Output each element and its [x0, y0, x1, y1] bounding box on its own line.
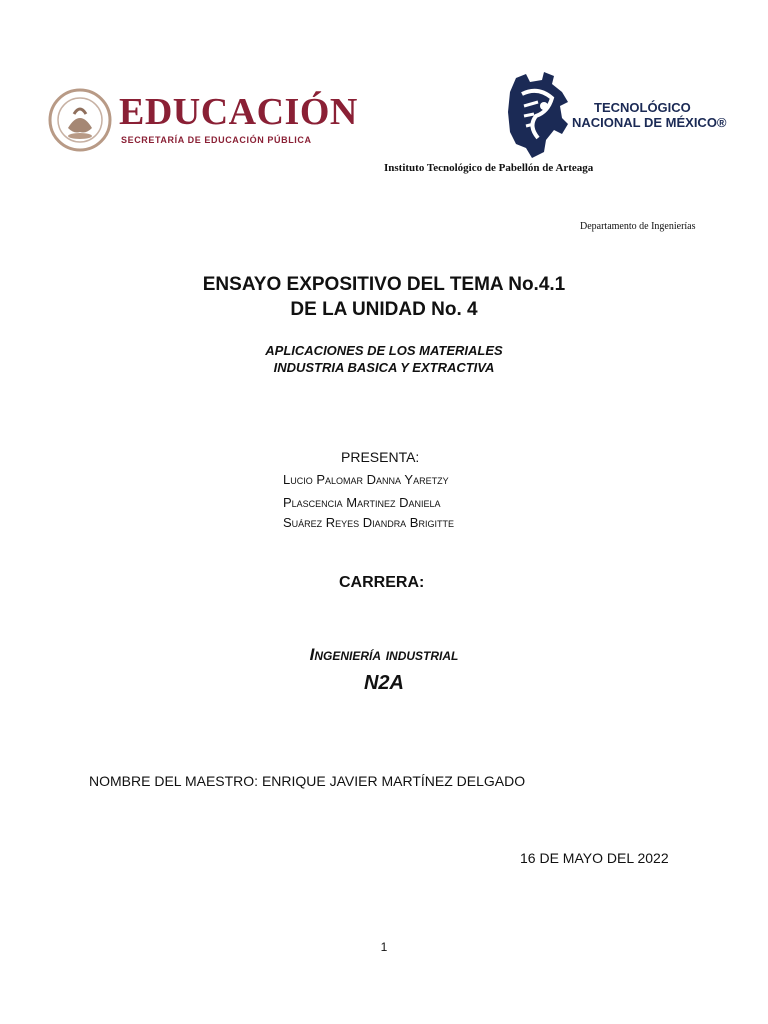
presenta-label: PRESENTA: [341, 449, 420, 465]
student-name: Lucio Palomar Danna Yaretzy [283, 472, 449, 487]
title-line2 [0, 299, 768, 321]
sep-title: EDUCACIÓN [119, 91, 358, 133]
title-line1 [0, 274, 768, 296]
tecnm-logo [508, 72, 727, 162]
sep-subtitle: SECRETARÍA DE EDUCACIÓN PÚBLICA [121, 135, 312, 145]
student-name: Suárez Reyes Diandra Brigitte [283, 515, 454, 530]
carrera-label: CARRERA: [339, 574, 425, 591]
page-number: 1 [380, 940, 388, 954]
group-code: N2A [363, 672, 404, 694]
tecnm-name-line2: NACIONAL DE MÉXICO® [572, 115, 727, 130]
tecnm-name [572, 100, 727, 130]
department-name: Departamento de Ingenierías [580, 221, 696, 232]
student-name: Plascencia Martinez Daniela [283, 495, 441, 510]
carrera-value: Ingeniería industrial [309, 645, 459, 664]
tecnm-name-line1: TECNOLÓGICO [594, 100, 691, 115]
subtitle-line1: APLICACIONES DE LOS MATERIALES [265, 343, 503, 358]
title-line1-text: ENSAYO EXPOSITIVO DEL TEMA No.4.1 [202, 274, 566, 295]
tecnm-gear-icon [508, 72, 568, 160]
subtitle-line2: INDUSTRIA BASICA Y EXTRACTIVA [273, 360, 495, 375]
title-line2-text: DE LA UNIDAD No. 4 [290, 299, 478, 320]
institute-name: Instituto Tecnológico de Pabellón de Arteaga [384, 162, 594, 174]
teacher-name: NOMBRE DEL MAESTRO: ENRIQUE JAVIER MARTÍNEZ DELGADO [89, 773, 526, 789]
mexico-seal-icon [48, 88, 112, 152]
sep-logo [48, 88, 358, 158]
document-date: 16 DE MAYO DEL 2022 [520, 850, 669, 866]
